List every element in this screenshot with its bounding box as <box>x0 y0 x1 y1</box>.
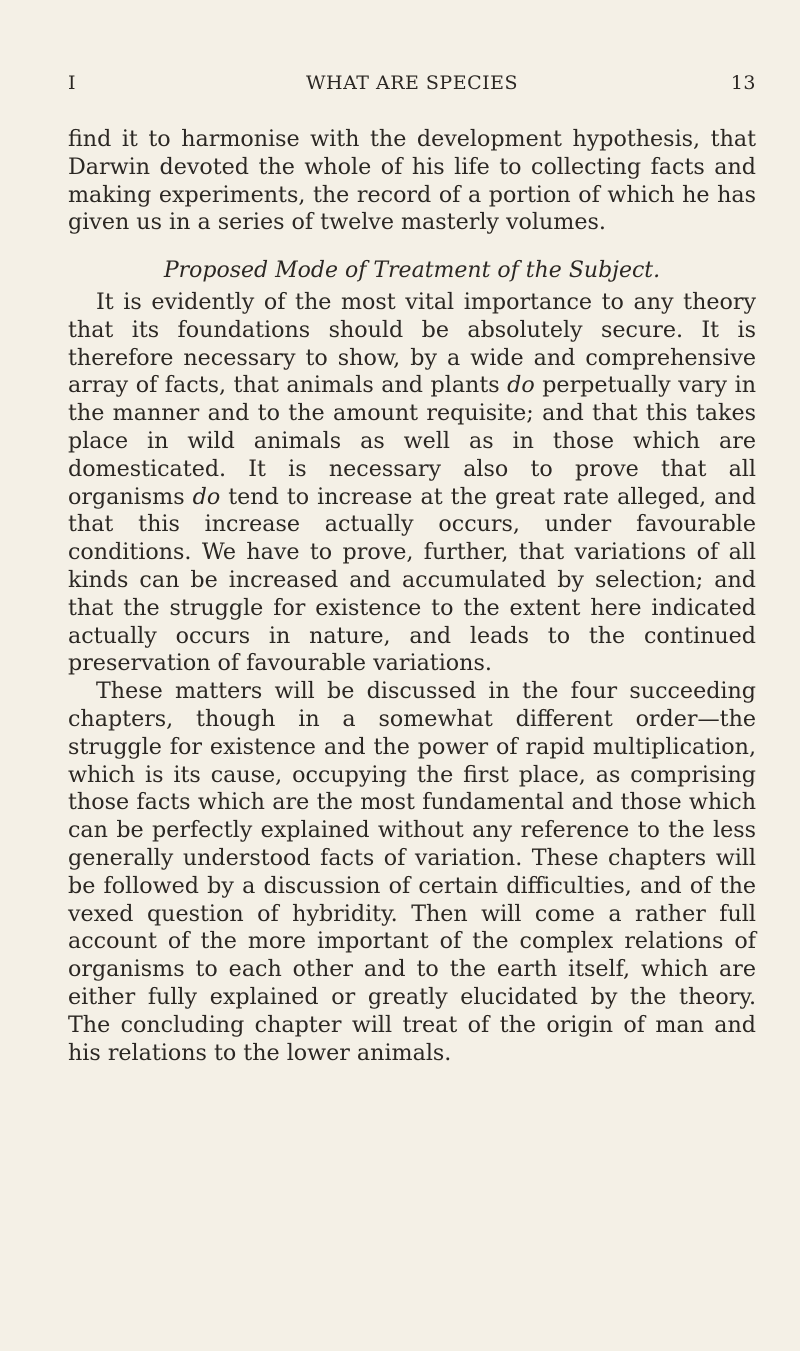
chapter-number: I <box>68 72 77 94</box>
paragraph-text: perpetually vary in the manner and to the amount requisite; and that this takes place in wild animals as well as in those which are domesticated. It is necessary also to prove that all organisms <box>68 372 756 510</box>
paragraph-continuation: find it to harmonise with the development hypothesis, that Darwin devoted the whole of his life to collecting facts and making experiments, the record of a portion of which he has given us in a series of twelve masterly volumes. <box>68 126 756 236</box>
paragraph-treatment <box>68 289 756 678</box>
running-title: WHAT ARE SPECIES <box>305 72 519 94</box>
section-heading: Proposed Mode of Treatment of the Subject. <box>163 258 661 284</box>
paragraph-text: It is evidently of the most vital importance to any theory that its foundations should be absolutely secure. It is therefore necessary to show, by a wide and comprehensive array of facts, that animals and plants <box>68 288 756 399</box>
paragraph-outline: These matters will be discussed in the four succeeding chapters, though in a somewhat different order—the struggle for existence and the power of rapid multiplication, which is its cause, occupying the first place, as comprising those facts which are the most fundamental and those which can be perfectly explained without any reference to the less generally understood facts of variation. These chapters will be followed by a discussion of certain difficulties, and of the vexed question of hybridity. Then will come a rather full account of the more important of the complex relations of organisms to each other and to the earth itself, which are either fully explained or greatly elucidated by the theory. The concluding chapter will treat of the origin of man and his relations to the lower animals. <box>68 678 756 1066</box>
paragraph-text: tend to increase at the great rate alleged, and that this increase actually occurs, under favourable conditions. We have to prove, further, that variations of all kinds can be increased and accumulated by selection; and that the struggle for existence to the extent here indicated actually occurs in nature, and leads to the continued preservation of favourable variations. <box>68 483 756 677</box>
page-number: 13 <box>730 72 756 94</box>
emphasis-word: do <box>507 372 535 399</box>
book-page <box>68 72 756 1067</box>
running-head <box>68 72 756 100</box>
emphasis-word: do <box>192 483 221 510</box>
body-text <box>68 126 756 1067</box>
